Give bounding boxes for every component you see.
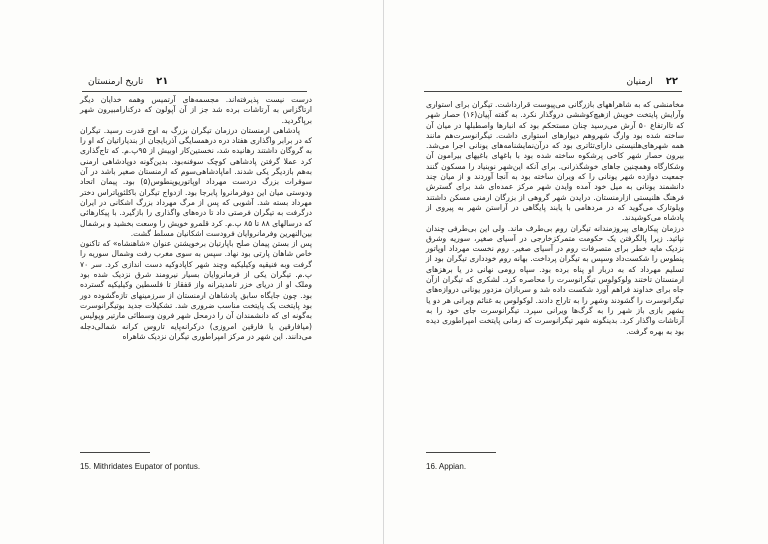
header-rule <box>424 91 682 92</box>
page-header <box>88 76 168 87</box>
footnote: 15. Mithridates Eupator of pontus. <box>80 462 201 471</box>
page-header-title: ارمنیان <box>626 77 653 87</box>
page-number: ۲۲ <box>665 76 678 87</box>
page-number: ۲۱ <box>156 76 169 87</box>
footnote: 16. Appian. <box>426 462 467 471</box>
footnote-rule <box>426 452 496 453</box>
paragraph: درست نیست پذیرفته‌اند. مجسمه‌های آرتمیس وهمه خدایان دیگر ارتاگزاس به آرتاشات برده شد جز از آن آپولون که درکنارامبیرون شهر برپاگردید. <box>80 95 312 125</box>
header-rule <box>82 91 307 92</box>
paragraph: درزمان پیکارهای پیروزمندانه تیگران روم بی‌طرف ماند. ولی این بی‌طرفی چندان نپائید. زیرا پالگرفتن یک حکومت متمرکزخارجی در آسیای صغیر، سوریه وشرق نزدیک مایه خطر برای متصرفات روم در آسیای صغیر. روم نخست مهرداد اوپاتور پنطوس را شکست‌داد وسپس به تیگران پرداخت. بهانه روم خودداری تیگران بود از تسلیم مهرداد که به دربار او پناه برده بود. سپاه رومی نهانی در یا برهزهای ارمنستان تاختند ولوکولوس تیگرانوسرت را محاصره کرد. لشکری که تیگران ازآن جاه برای خداوند فراهم آورد شکست داده شد و سربازان مزدور یونانی دروازه‌های تیگرانوسرت را گشودند وشهر را به تاراج دادند. لوکولوس به غنائم ویرانی هر دو یا بشهر بازی باز شهر را به گرگ‌ها ویرانی سپرد. تیگرانوسرت جای خود را به آرتاشات واگذار کرد. بدینگونه شهر تیگرانوسرت که زمانی پایتخت امپراطوری دیده بود به بهره گرفت. <box>426 223 684 336</box>
right-page <box>384 0 768 544</box>
page-body <box>80 95 312 342</box>
page-header-title: تاریخ ارمنستان <box>88 77 144 87</box>
paragraph: پادشاهی ارمنستان درزمان تیگران بزرگ به اوج قدرت رسید. تیگران که در برابر واگذاری هفتاد دره درهمسایگی آذربایجان از بندیاراتیان که او را به گروگان داشتند رهانیده شد، نخستین‌کار اوبیش از ۹۵پ.م. که تاج‌گذاری کرد عملا گرفتن پادشاهی کوچک سوفنه‌بود. بدین‌گونه دوپادشاهی ارمنی به‌هم بازدیگر یکی شدند. اماپادشاهی‌سوم که ارمنستان صغیر باشد در آن سوفرات بزرگ دردست مهرداد اوپاتوریوپنطوس(۵) بود. پیمان اتحاد ودوستی میان این دوفرمانروا پابرجا بود. ازدواج تیگران باکلئوپاتراس دختر مهرداد بسته شد. آشوبی که پس از مرگ مهرداد بزرگ اشکانی در ایران درگرفت به تیگران فرصتی داد تا دره‌های واگذاری را بازگیرد. با پیکارهائی که درسالهای ۸۸ تا ۸۵ پ.م. کرد قلمرو خویش را وسعت بخشید و برشمال بین‌النهرین وفرمانروایان فرودست اشکانیان مسلط گشت. <box>80 125 313 238</box>
footnote-rule <box>80 452 150 453</box>
paragraph: پس از بستن پیمان صلح باپارتیان برخویشتن عنوان «شاهنشاه» که تاکنون خاص شاهان پارتی بود نهاد. سپس به سوی مغرب رفت وشمال سوریه را گرفت وبه فنیقیه وکیلیکیه وچند شهر کاپادوکیه دست اندازی کرد. سر ۷۰ پ.م. تیگران یکی از فرمانروایان بسیار نیرومند شرق نزدیک شده بود وملک او از دریای خزر تامدیترانه واز قفقاز تا فلسطین وکیلیکیه گسترده بود. چون جایگاه سابق پادشاهان ارمنستان از سرزمینهای تازه‌گشوده دور بود پایتخت یک پایتخت مناسب ضروری شد. تشکیلات جدید بوتیگرانوسرت به‌گونه ای که دانشمندان آن را درمحل شهر فرون وسطائی مارتیر وپولیس (میافارقین یا فارقین امروزی) درکرانه‌پایه تاروس کرانه شمالی‌دجله می‌دانند. این شهر در مرکز امپراطوری تیگران نزدیک شاهراه <box>80 239 312 341</box>
page-body <box>426 100 684 337</box>
page-header <box>626 76 678 87</box>
paragraph: مخامنشی که به شاهراههای بازرگانی می‌پیوست قرارداشت. تیگران برای استواری وآرایش پایتخت خویش ازهیچ‌کوششی دروگذار نکرد. به گفته آپیان(۱۶) حصار شهر که تاارتفاع ۵۰ آرش می‌رسید چنان مستحکم بود که انبارها واصطبلها در میان آن ساخته شده بود وارگ شهروهم دیوارهای استواری داشت. تیگرانوسرت‌هم مانند همه شهرهای‌هلنیستی دارای‌تئاتری بود که درآن‌نمایشنامه‌های یونانی اجرا می‌شد. بیرون حصار شهر کاخی پرشکوه ساخته شده بود با باغهای باغیهای بیرامون آن وشکارگاه وهمچنین جاهای خوشگذرانی. برای آنکه این‌شهر نوبنیاد را مسکون گنند جمعیت دوازده شهر یونانی را که ویران ساخته بود به آنجا آوردند و از میان چند دانشمند یونانی به میل خود آمده وایدن شهر مرکز عمده‌ای شد برای گسترش فرهنگ هلنیستی ازارمنستان. درایدن شهر گروهی از بزرگان ارمنی مسکن داشتند ویلوتارک می‌گوید که در مردهامی با یابند پایگاهی در آراستن شهر به پیروی از پادشاه می‌کوشیدند. <box>426 100 685 223</box>
